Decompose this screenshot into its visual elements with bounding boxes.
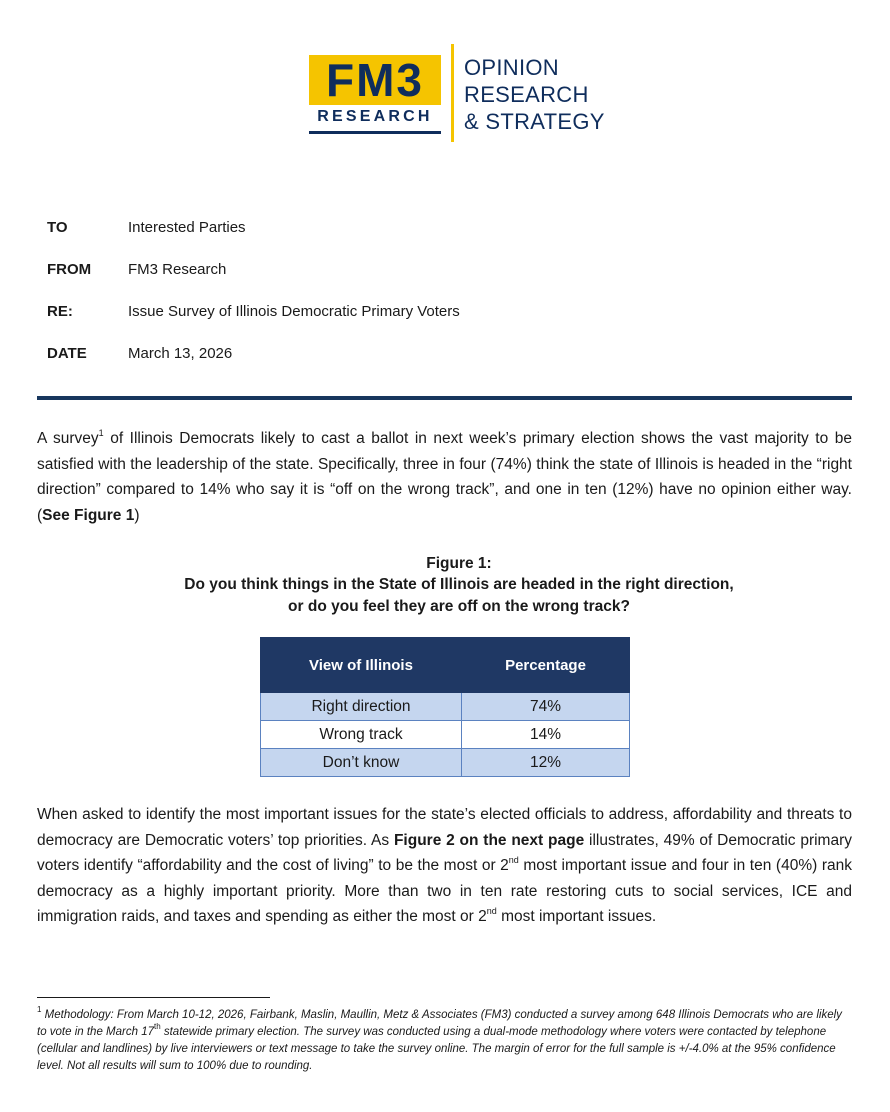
- priorities-paragraph: [37, 802, 852, 930]
- from-value: FM3 Research: [128, 261, 227, 278]
- column-header-percentage: Percentage: [462, 638, 630, 693]
- table-row: [261, 693, 630, 721]
- logo-divider: [451, 44, 454, 142]
- figure-1-question-line-2: or do you feel they are off on the wrong track?: [288, 598, 630, 615]
- header-divider: [37, 396, 852, 400]
- logo-brand: FM3: [309, 55, 441, 105]
- row-pct-dont-know: 12%: [462, 749, 630, 777]
- re-value: Issue Survey of Illinois Democratic Primary Voters: [128, 303, 460, 320]
- ordinal-suffix: nd: [486, 905, 497, 916]
- para2-text-c: most important issue and four in ten (40%) rank democracy as a highly important priority. More than two in ten rate restoring cuts to social services, ICE and immigration raids, and taxes and spending as either the most or 2: [37, 857, 852, 925]
- table-row: [261, 749, 630, 777]
- footnote-divider: [37, 997, 270, 998]
- para2-text-b: illustrates, 49% of Democratic primary voters identify “affordability and the cost of living” to be the most or 2: [37, 831, 852, 874]
- para1-text-a: A survey: [37, 430, 99, 447]
- re-label: RE:: [47, 303, 73, 320]
- footnote-marker: 1: [37, 1005, 42, 1015]
- para2-text-d: most important issues.: [496, 908, 657, 925]
- see-figure-1: See Figure 1: [42, 506, 135, 524]
- row-pct-wrong-track: 14%: [462, 721, 630, 749]
- column-header-view: View of Illinois: [261, 638, 462, 693]
- row-view-wrong-track: Wrong track: [261, 721, 462, 749]
- see-figure-2: Figure 2 on the next page: [393, 831, 585, 849]
- intro-paragraph: [37, 426, 852, 528]
- ordinal-suffix: nd: [508, 854, 519, 865]
- logo-tagline-2: RESEARCH: [464, 82, 589, 107]
- logo-research: RESEARCH: [317, 108, 433, 125]
- table-header-row: [261, 638, 630, 693]
- to-label: TO: [47, 219, 68, 236]
- figure-1-question-line-1: Do you think things in the State of Illinois are headed in the right direction,: [184, 576, 734, 593]
- date-value: March 13, 2026: [128, 345, 233, 362]
- fm3-logo: [309, 44, 609, 144]
- ordinal-suffix: th: [153, 1022, 161, 1032]
- para1-text-b: of Illinois Democrats likely to cast a ballot in next week’s primary election shows the vast majority to be satisfied with the leadership of the state. Specifically, three in four (74%) think the state of Illinois is headed in the “right direction” compared to 14% who say it is “off on the wrong track”, and one in ten (12%) have no opinion either way. (: [37, 430, 852, 524]
- para2-text-a: When asked to identify the most important issues for the state’s elected officials to address, affordability and threats to democracy are Democratic voters’ top priorities. As: [37, 806, 852, 849]
- logo-tagline-1: OPINION: [464, 55, 559, 80]
- logo-tagline-3: & STRATEGY: [464, 109, 605, 134]
- date-label: DATE: [47, 345, 87, 362]
- para1-text-c: ): [134, 506, 140, 524]
- from-label: FROM: [47, 261, 92, 278]
- footnote-text-b: statewide primary election. The survey was conducted using a dual-mode methodology where voters were contacted by telephone (cellular and landlines) by live interviewers or text message to take the survey online. The margin of error for the full sample is +/-4.0% at the 95% confidence level. Not all results will sum to 100% due to rounding.: [37, 1026, 836, 1072]
- to-value: Interested Parties: [128, 219, 246, 236]
- row-view-dont-know: Don’t know: [261, 749, 462, 777]
- methodology-footnote: [37, 1007, 852, 1075]
- figure-1-label: Figure 1:: [426, 555, 492, 572]
- figure-1-table: [260, 637, 630, 777]
- row-pct-right-direction: 74%: [462, 693, 630, 721]
- footnote-ref: 1: [98, 427, 104, 438]
- footnote-text-a: Methodology: From March 10-12, 2026, Fairbank, Maslin, Maullin, Metz & Associates (FM3) conducted a survey among 648 Illinois Democrats who are likely to vote in the March 17: [37, 1009, 842, 1038]
- logo-underline: [309, 131, 441, 134]
- row-view-right-direction: Right direction: [261, 693, 462, 721]
- table-row: [261, 721, 630, 749]
